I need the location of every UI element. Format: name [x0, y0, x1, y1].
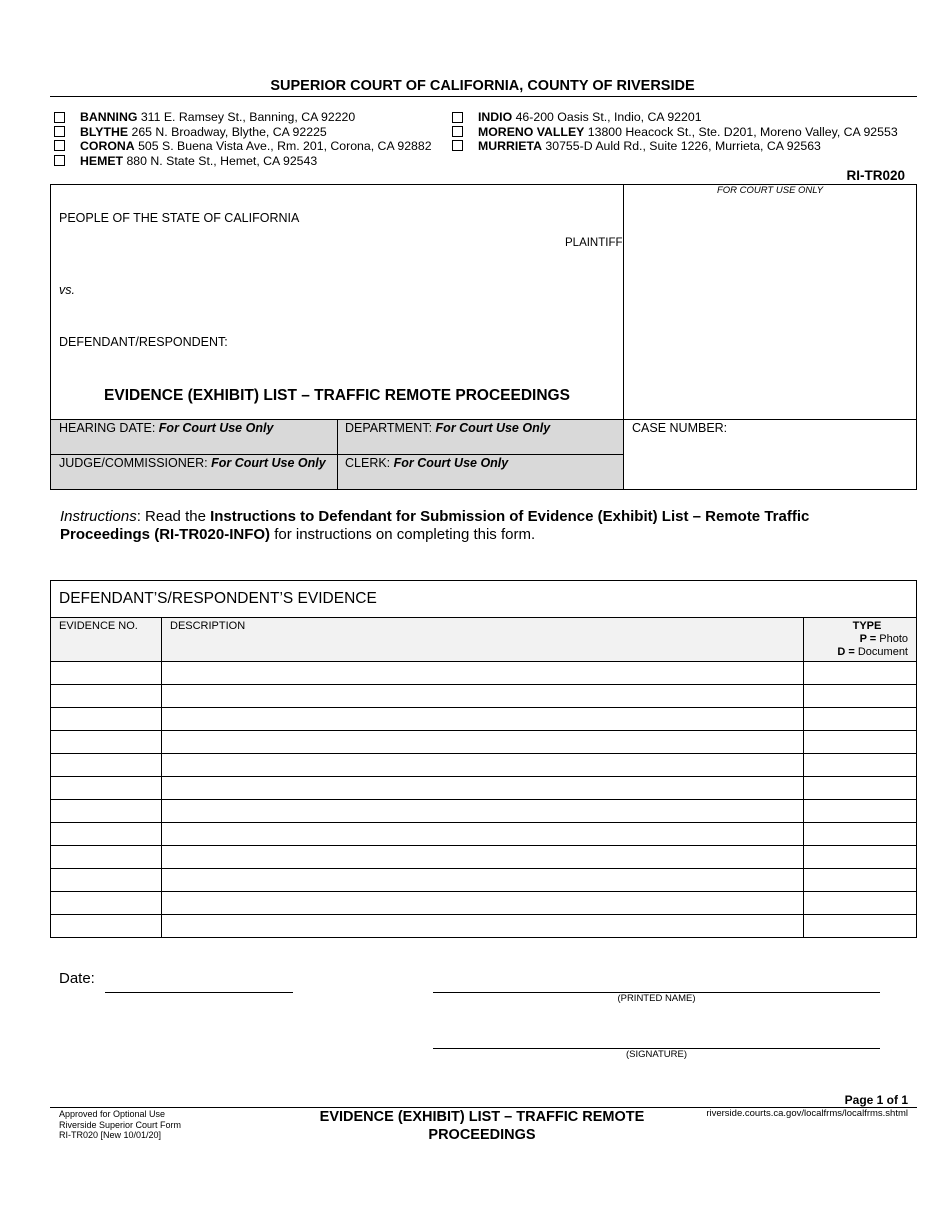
location-moreno-valley: MORENO VALLEY 13800 Heacock St., Ste. D201, Moreno Valley, CA 92553 [478, 125, 898, 139]
location-banning: BANNING 311 E. Ramsey St., Banning, CA 92220 [80, 110, 356, 124]
plaintiff-label: PLAINTIFF [565, 237, 623, 249]
table-row[interactable] [51, 915, 917, 938]
table-row[interactable] [51, 685, 917, 708]
form-number: RI-TR020 [846, 168, 905, 183]
table-row[interactable] [51, 869, 917, 892]
location-murrieta: MURRIETA 30755-D Auld Rd., Suite 1226, Murrieta, CA 92563 [478, 139, 821, 153]
versus-label: vs. [59, 283, 75, 297]
clerk-field: CLERK: For Court Use Only [345, 456, 509, 470]
plaintiff-name: PEOPLE OF THE STATE OF CALIFORNIA [59, 211, 300, 225]
location-corona: CORONA 505 S. Buena Vista Ave., Rm. 201, Corona, CA 92882 [80, 139, 432, 153]
defendant-label: DEFENDANT/RESPONDENT: [59, 335, 228, 349]
date-label: Date: [59, 970, 95, 987]
table-row[interactable] [51, 662, 917, 685]
checkbox-murrieta[interactable] [452, 140, 463, 151]
col-evidence-no: EVIDENCE NO. [51, 618, 162, 662]
court-title: SUPERIOR COURT OF CALIFORNIA, COUNTY OF RIVERSIDE [270, 78, 695, 94]
case-number-label: CASE NUMBER: [632, 421, 728, 435]
footer-title: EVIDENCE (EXHIBIT) LIST – TRAFFIC REMOTE PROCEEDINGS [319, 1109, 645, 1143]
instructions: Instructions: Read the Instructions to Defendant for Submission of Evidence (Exhibit) List – Remote Traffic Proceedings (RI-TR020-INFO) for instructions on completing this form. [60, 508, 810, 543]
footer-url[interactable]: riverside.courts.ca.gov/localfrms/localfrms.shtml [706, 1108, 908, 1119]
page-number: Page 1 of 1 [844, 1093, 908, 1107]
checkbox-hemet[interactable] [54, 155, 65, 166]
footer-approval: Approved for Optional Use Riverside Superior Court Form RI-TR020 [New 10/01/20] [59, 1109, 182, 1140]
table-row[interactable] [51, 846, 917, 869]
checkbox-indio[interactable] [452, 112, 463, 123]
table-row[interactable] [51, 777, 917, 800]
table-row[interactable] [51, 731, 917, 754]
col-description: DESCRIPTION [162, 618, 804, 662]
checkbox-moreno-valley[interactable] [452, 126, 463, 137]
col-type: TYPE P = Photo D = Document [804, 618, 917, 662]
hearing-date-field: HEARING DATE: For Court Use Only [59, 421, 274, 435]
signature-label: (SIGNATURE) [625, 1049, 688, 1060]
evidence-table [50, 580, 917, 938]
court-use-box [623, 184, 917, 420]
evidence-table-caption: DEFENDANT’S/RESPONDENT’S EVIDENCE [51, 581, 917, 618]
location-blythe: BLYTHE 265 N. Broadway, Blythe, CA 92225 [80, 125, 327, 139]
date-line[interactable] [105, 992, 293, 993]
checkbox-banning[interactable] [54, 112, 65, 123]
printed-name-label: (PRINTED NAME) [617, 993, 696, 1004]
checkbox-corona[interactable] [54, 140, 65, 151]
location-hemet: HEMET 880 N. State St., Hemet, CA 92543 [80, 154, 318, 168]
table-row[interactable] [51, 800, 917, 823]
court-use-only-label: FOR COURT USE ONLY [716, 185, 824, 196]
department-field: DEPARTMENT: For Court Use Only [345, 421, 551, 435]
form-title: EVIDENCE (EXHIBIT) LIST – TRAFFIC REMOTE PROCEEDINGS [104, 387, 570, 404]
checkbox-blythe[interactable] [54, 126, 65, 137]
table-row[interactable] [51, 708, 917, 731]
table-row[interactable] [51, 754, 917, 777]
judge-field: JUDGE/COMMISSIONER: For Court Use Only [59, 456, 326, 470]
table-row[interactable] [51, 892, 917, 915]
table-row[interactable] [51, 823, 917, 846]
location-indio: INDIO 46-200 Oasis St., Indio, CA 92201 [478, 110, 702, 124]
title-divider [50, 96, 917, 97]
